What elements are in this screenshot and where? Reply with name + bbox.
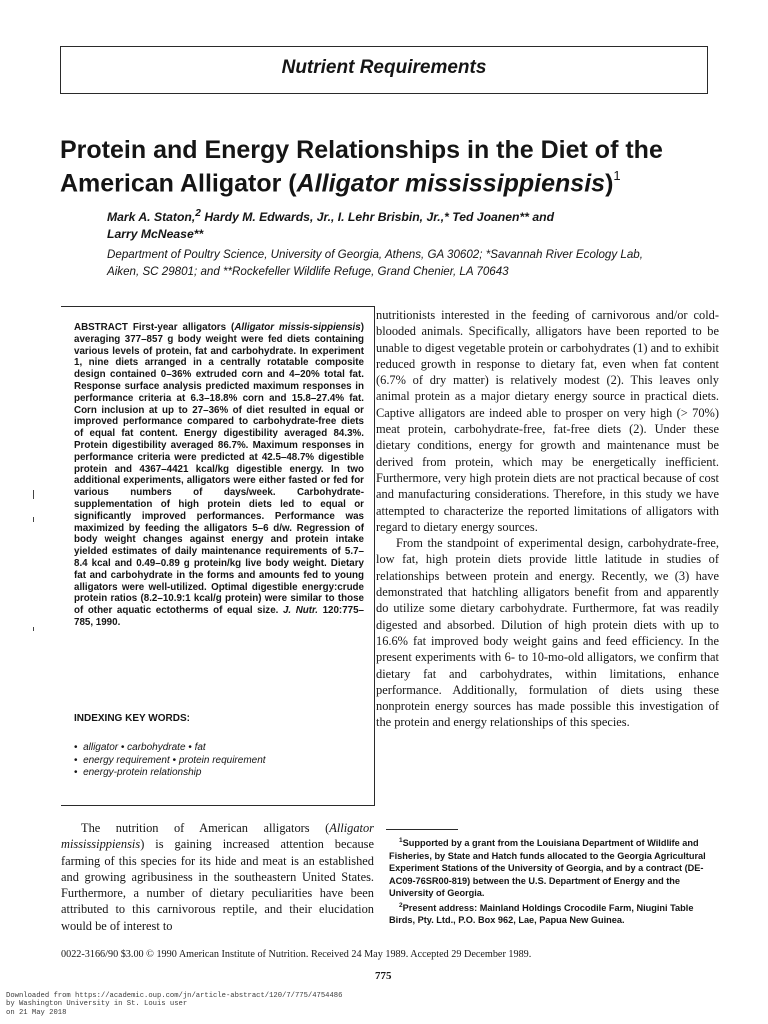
body-paragraph: From the standpoint of experimental design, carbohydrate-free, low fat, high protein diets provide little latitude in studies of relationships between protein and energy. Recently, we (3) have demonstrated that hatchling alligators benefit from and apparently do utilize some dietary carbohydrate. Furthermore, fat was readily digested and absorbed. Dilution of high protein diets with up to 16.6% fat improved body weight gains and feed efficiency. In the present experiments with 6- to 10-mo-old alligators, we confirm that dietary fat and carbohydrates, within limitations, enhance performance. Additionally, formulation of diets using these nonprotein energy sources has made possible this investigation of the protein and energy relationships of this species. [376,536,719,730]
abstract-citation: 120:775–785, 1990. [74,605,364,628]
footnote-rule [386,829,458,830]
abstract-species: Alligator missis-sippiensis [234,322,361,333]
download-line: on 21 May 2018 [6,1008,67,1017]
affiliations [107,247,717,280]
footnote-mark: 2 [399,901,403,909]
body-text-right [376,307,719,731]
title-species: Alligator mississippiensis [296,169,606,198]
page-number: 775 [375,970,392,982]
title-footnote-mark: 1 [613,168,621,183]
intro-text-c: ) is gaining increased attention because farming of this species for its hide and meat is an established and growing agribusiness in the southeastern United States. Furthermore, a number of dietary peculiarities have been attributed to this carnivorous reptile, and their elucidation would be of interest to [61,837,374,933]
section-header: Nutrient Requirements [281,57,487,78]
keywords-list [74,742,364,780]
footnote [389,835,719,900]
keyword-line: • energy-protein relationship [74,767,364,780]
abstract-label: ABSTRACT [74,322,128,333]
section-header-box [60,46,708,94]
title-line-2-prefix: American Alligator ( [60,169,297,198]
footnote-text: Present address: Mainland Holdings Crocodile Farm, Niugini Table Birds, Pty. Ltd., P.O. Box 962, Lae, Papua New Guinea. [389,902,694,926]
abstract-text-b: ) averaging 377–857 g body weight were fed diets containing various levels of protein, fat and carbohydrate. In experiment 1, nine diets arranged in a centrally rotatable composite design contained 0–36% extruded corn and 4–20% total fat. Response surface analysis predicted maximum responses in performance criteria at 6.3–18.8% corn and 15.8–27.4% fat. Corn inclusion at up to 27–36% of diet resulted in equal or improved performance compared to carbohydrate-free diets of equal fat content. Energy digestibility averaged 84.3%. Protein digestibility averaged 86.7%. Maximum responses in performance criteria were predicted at 42.5–48.7% digestible protein and 4367–4421 kcal/kg digestible energy. In two additional experiments, alligators were either fasted or fed for various numbers of days/week. Carbohydrate-supplementation of high protein diets led to equal or significantly improved performances. Performance was maximized by feeding the alligators 5–6 d/w. Regression of body weight changes against energy and protein intake yielded estimates of daily maintenance requirements of 5.7–8.4 kcal and 0.49–0.89 g protein/kg live body weight. Dietary fat and carbohydrate in the forms and amounts fed to young alligators were well-utilized. Optimal digestible energy:crude protein ratios (8.2–10.9:1 kcal/g protein) were similar to those of other aquatic ectotherms of equal size. [74,322,364,617]
intro-species: Alligator mississippiensis [61,821,374,852]
scan-mark [33,517,34,522]
keyword-line: • alligator • carbohydrate • fat [74,742,364,755]
abstract [74,322,364,629]
download-line: by Washington University in St. Louis user [6,1000,188,1009]
footnote-mark: 1 [399,837,403,844]
author-mcnease: Larry McNease** [107,227,204,242]
intro-text-a: The nutrition of American alligators ( [81,821,330,835]
author-group: Hardy M. Edwards, Jr., I. Lehr Brisbin, Jr.,* Ted Joanen** and [204,210,555,225]
keywords-heading: INDEXING KEY WORDS: [74,713,190,724]
affiliation-line: Aiken, SC 29801; and **Rockefeller Wildlife Refuge, Grand Chenier, LA 70643 [107,264,509,278]
download-watermark [6,992,343,1017]
scan-mark [33,490,34,499]
author-list [107,205,707,243]
footnote-text: Supported by a grant from the Louisiana Department of Wildlife and Fisheries, by State and Hatch funds allocated to the Georgia Agricultural Experiment Stations of the University of Georgia, and by a contract (DE-AC09-76SR00-819) between the U.S. Department of Energy and the University of Georgia. [389,838,706,899]
author-footnote-mark: 2 [195,208,201,219]
abstract-text-a: First-year alligators ( [127,322,235,333]
scan-mark [33,627,34,631]
author-staton: Mark A. Staton, [107,210,196,225]
affiliation-line: Department of Poultry Science, University of Georgia, Athens, GA 30602; *Savannah River Ecology Lab, [107,248,643,261]
title-line-2-suffix: ) [605,169,614,198]
keyword-line: • energy requirement • protein requirement [74,755,364,768]
intro-paragraph [61,820,374,934]
article-title [60,136,720,197]
body-text-left [61,820,374,934]
footnotes [389,835,719,927]
title-line-1: Protein and Energy Relationships in the Diet of the [60,136,663,164]
publication-citation: 0022-3166/90 $3.00 © 1990 American Institute of Nutrition. Received 24 May 1989. Accepted 29 December 1989. [61,949,532,960]
download-line: Downloaded from https://academic.oup.com/jn/article-abstract/120/7/775/4754486 [6,992,343,1000]
footnote [389,900,719,927]
abstract-journal: J. Nutr. [282,605,319,617]
body-paragraph: nutritionists interested in the feeding of carnivorous and/or cold-blooded animals. Specifically, alligators have been reported to be unable to digest vegetable protein or carbohydrates (1) and to exhibit reduced growth in response to dietary fat, even when fat content (6.7% of dry matter) is relatively modest (2). This leaves only animal protein as a major dietary energy source in practical diets. Captive alligators are indeed able to prosper on very high (> 70%) meat protein, carbohydrate-free, fat-free diets (2). Under these dietary conditions, energy for growth and maintenance must be derived from protein, which may be energetically inefficient. Furthermore, very high protein diets are not practical because of cost and manufacturing considerations. Therefore, in this study we have attempted to characterize the reported limitations of alligators with regard to dietary energy sources. [376,308,719,534]
